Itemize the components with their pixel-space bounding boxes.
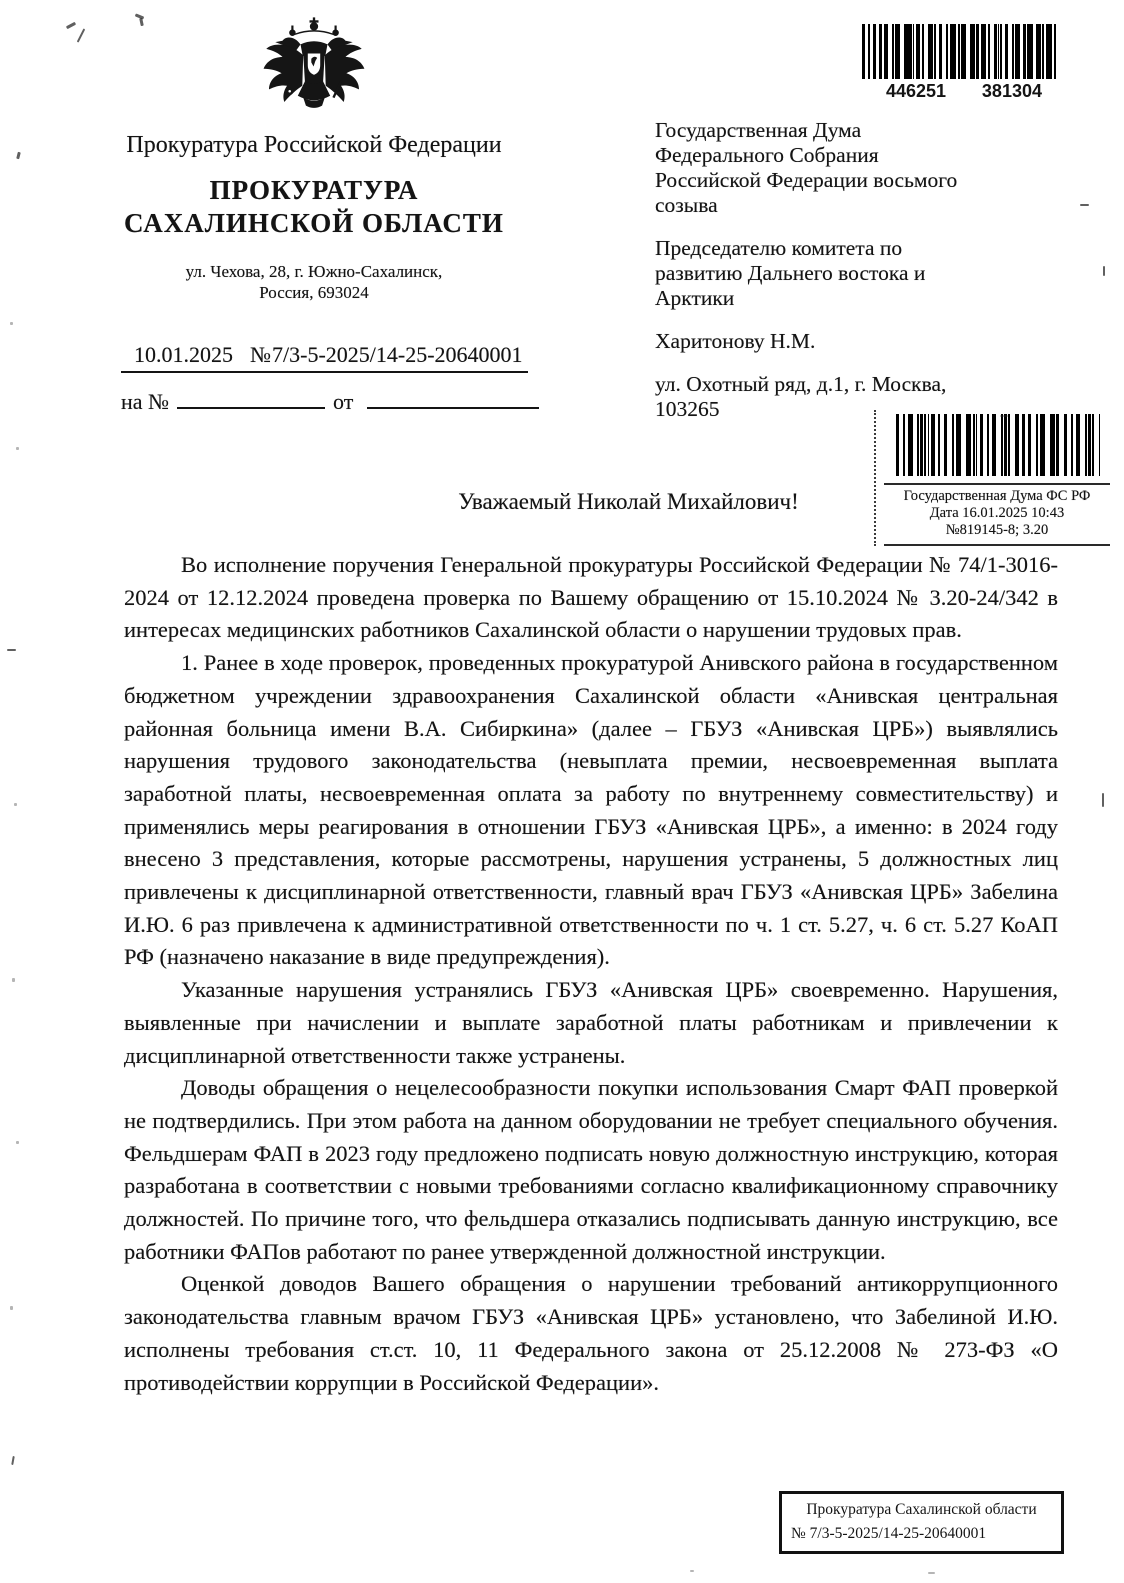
barcode-digits-left: 446251 xyxy=(886,81,947,101)
recipient-address-line: ул. Охотный ряд, д.1, г. Москва, xyxy=(655,372,947,396)
recipient-position-line: Арктики xyxy=(655,286,735,310)
barcode-digits-right: 381304 xyxy=(981,81,1042,101)
org-name-line2: САХАЛИНСКОЙ ОБЛАСТИ xyxy=(124,208,504,238)
scan-mark xyxy=(928,1572,935,1574)
document-number: 7/3-5-2025/14-25-20640001 xyxy=(272,342,528,373)
prosecutor-registration-stamp xyxy=(779,1491,1064,1554)
scan-mark xyxy=(1102,793,1104,807)
ref-number-blank xyxy=(177,387,325,409)
recipient-org xyxy=(655,118,1065,218)
ref-from-label: от xyxy=(333,389,354,414)
body-paragraph-4: Доводы обращения о нецелесообразности покупки использования Смарт ФАП проверкой не подтвердились. При этом работа на данном оборудовании не требует специального обучения. Фельдшерам ФАП в 2023 году предложено подписать новую должностную инструкцию, которая разработана в соответствии с новыми требованиями согласно квалификационному справочнику должностей. По причине того, что фельдшера отказались подписывать данную инструкцию, все работники ФАПов работают по ранее утвержденной должностной инструкции. xyxy=(124,1075,1058,1264)
document-number-line xyxy=(121,342,528,373)
org-country-line: Прокуратура Российской Федерации xyxy=(126,132,502,158)
recipient-org-line: Российской Федерации восьмого xyxy=(655,168,958,192)
letterhead xyxy=(88,16,540,303)
recipient-position xyxy=(655,236,1065,311)
scan-mark xyxy=(1000,415,1008,417)
footer-stamp-org: Прокуратура Сахалинской области xyxy=(806,1501,1037,1518)
scan-mark xyxy=(7,649,16,651)
barcode-top-digits xyxy=(862,79,1060,102)
recipient-address-line: 103265 xyxy=(655,397,720,421)
org-address xyxy=(88,261,540,303)
scan-mark xyxy=(1103,266,1105,276)
reference-line xyxy=(121,387,539,415)
org-name xyxy=(88,174,540,240)
coat-of-arms-russia-icon xyxy=(260,16,368,116)
recipient-org-line: созыва xyxy=(655,193,718,217)
footer-stamp-number: № 7/3-5-2025/14-25-20640001 xyxy=(791,1525,987,1542)
recipient-position-line: развитию Дальнего востока и xyxy=(655,261,926,285)
document-date: 10.01.2025 xyxy=(121,342,246,373)
recipient-org-line: Государственная Дума xyxy=(655,118,862,142)
scan-mark xyxy=(12,978,15,982)
scan-mark xyxy=(66,22,76,29)
scan-mark xyxy=(10,1306,13,1310)
scan-mark xyxy=(1080,204,1089,206)
duma-registration-stamp xyxy=(874,410,1110,546)
ref-date-blank xyxy=(367,387,539,409)
recipient-block xyxy=(655,118,1065,440)
letter-body xyxy=(124,549,1058,1399)
duma-stamp-date: Дата 16.01.2025 10:43 xyxy=(929,505,1065,521)
scan-mark xyxy=(14,803,17,806)
duma-stamp-number: №819145-8; 3.20 xyxy=(945,522,1049,538)
scan-mark xyxy=(16,152,21,160)
duma-stamp-org: Государственная Дума ФС РФ xyxy=(903,488,1091,504)
body-paragraph-1: Во исполнение поручения Генеральной прокуратуры Российской Федерации № 74/1-3016-2024 от 12.12.2024 проведена проверка по Вашему обращению от 15.10.2024 № 3.20-24/342 в интересах медицинских работников Сахалинской области о нарушении трудовых прав. xyxy=(124,552,1058,643)
barcode-top xyxy=(862,24,1060,102)
recipient-position-line: Председателю комитета по xyxy=(655,236,903,260)
org-address-line2: Россия, 693024 xyxy=(259,283,369,302)
barcode-top-bars-icon xyxy=(862,24,1060,79)
body-paragraph-5: Оценкой доводов Вашего обращения о нарушении требований антикоррупционного законодательства главным врачом ГБУЗ «Анивская ЦРБ» установлено, что Забелиной И.Ю. исполнены требования ст.ст. 10, 11 Федерального закона от 25.12.2008 № 273-ФЗ «О противодействии коррупции в Российской Федерации». xyxy=(124,1271,1058,1395)
scan-mark xyxy=(16,447,19,450)
barcode-duma-bars-icon xyxy=(896,414,1100,476)
salutation: Уважаемый Николай Михайлович! xyxy=(458,489,799,514)
org-address-line1: ул. Чехова, 28, г. Южно-Сахалинск, xyxy=(185,262,443,281)
scan-mark xyxy=(690,1570,694,1572)
scan-mark xyxy=(77,28,86,42)
number-sign: № xyxy=(246,342,272,373)
scan-mark xyxy=(11,1456,15,1465)
org-name-line1: ПРОКУРАТУРА xyxy=(209,175,419,205)
scan-mark xyxy=(10,322,13,325)
scan-mark xyxy=(16,1141,19,1144)
recipient-org-line: Федерального Собрания xyxy=(655,143,879,167)
body-paragraph-2: 1. Ранее в ходе проверок, проведенных прокуратурой Анивского района в государственном бюджетном учреждении здравоохранения Сахалинской области «Анивская центральная районная больница имени В.А. Сибиркина» (далее – ГБУЗ «Анивская ЦРБ») выявлялись нарушения трудового законодательства (невыплата премии, несвоевременная выплата заработной платы, несвоевременная оплата за работу по внутреннему совместительству) и применялись меры реагирования в отношении ГБУЗ «Анивская ЦРБ», а именно: в 2024 году внесено 3 представления, которые рассмотрены, нарушения устранены, 5 должностных лиц привлечены к дисциплинарной ответственности, главный врач ГБУЗ «Анивская ЦРБ» Забелина И.Ю. 6 раз привлечена к административной ответственности по ч. 1 ст. 5.27, ч. 6 ст. 5.27 КоАП РФ (назначено наказание в виде предупреждения). xyxy=(124,650,1058,970)
recipient-name: Харитонову Н.М. xyxy=(655,329,816,353)
ref-label: на № xyxy=(121,389,170,414)
body-paragraph-3: Указанные нарушения устранялись ГБУЗ «Анивская ЦРБ» своевременно. Нарушения, выявленные при начислении и выплате заработной платы работникам и привлечении к дисциплинарной ответственности также устранены. xyxy=(124,977,1058,1068)
